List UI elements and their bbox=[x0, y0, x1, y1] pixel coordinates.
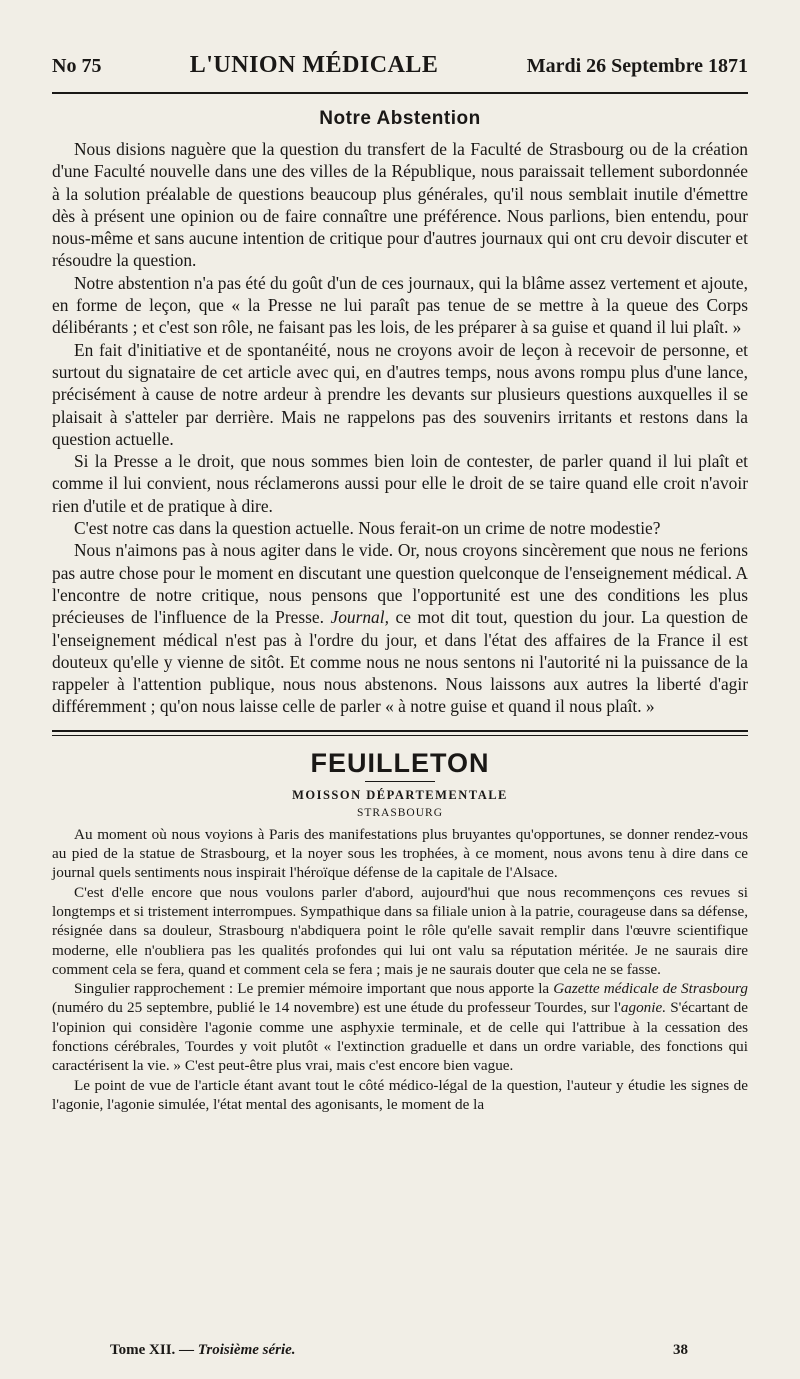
page-number: 38 bbox=[673, 1342, 688, 1358]
article-paragraph: Notre abstention n'a pas été du goût d'un de ces journaux, qui la blâme assez vertement et ajoute, en forme de leçon, que « la Presse ne lui paraît pas tenue de se mettre à la queue des Corps délibérants ; et c'est son rôle, ne faisant pas les lois, de les préparer à sa guise et quand il lui plaît. » bbox=[52, 272, 748, 338]
italic-word: Journal, bbox=[330, 607, 389, 628]
feuilleton-paragraph: Le point de vue de l'article étant avant tout le côté médico-légal de la question, l'auteur y étudie les signes de l'agonie, l'agonie simulée, l'état mental des agonisants, le moment de la bbox=[52, 1076, 748, 1113]
section-divider bbox=[52, 730, 748, 736]
header-rule bbox=[52, 92, 748, 94]
article-paragraph: Si la Presse a le droit, que nous sommes bien loin de contester, de parler quand il lui plaît et comme il lui convient, nous réclamerons aussi pour elle le droit de se taire quand elle croit n'avoir rien d'utile et de pratique à dire. bbox=[52, 451, 748, 516]
running-header bbox=[52, 52, 748, 82]
article-paragraph: Nous disions naguère que la question du transfert de la Faculté de Strasbourg ou de la création d'une Faculté nouvelle dans une des villes de la République, nous paraissait tellement subordonnée à la solution préalable de questions beaucoup plus générales, qu'il nous semblait inutile d'émettre dès à présent une opinion ou de faire connaître une préférence. Nous parlions, bien entendu, pour nous-même et sans aucune intention de critique pour d'autres journaux qui ont cru devoir discuter et résoudre la question. bbox=[52, 139, 748, 271]
article-paragraph: C'est notre cas dans la question actuelle. Nous ferait-on un crime de notre modestie? bbox=[74, 518, 661, 539]
issue-date: Mardi 26 Septembre 1871 bbox=[526, 55, 748, 77]
feuilleton-body bbox=[52, 825, 748, 1114]
tome-label: Tome XII. — bbox=[110, 1342, 195, 1358]
article-title: Notre Abstention bbox=[319, 108, 481, 129]
italic-word: agonie. bbox=[620, 999, 667, 1017]
italic-title: Gazette médicale de Strasbourg bbox=[553, 980, 748, 998]
text-run: Nous n'aimons pas à nous agiter dans le vide. Or, nous croyons sincèrement que nous ne ferions pas autre chose pour le moment en discutant une question quelconque de l'enseignement médical. A l'encontre de notre critique, nous pensons que l'opportunité est une des conditions les plus précieuses de l'influence de la Presse. bbox=[52, 540, 748, 628]
text-run: S'écartant de l'opinion qui considère l'agonie comme une asphyxie terminale, et de celle qui l'attribue à la cessation des fonctions cérébrales, Tourdes y voit plutôt « l'extinction graduelle et dans un ordre variable, des fonctions qui caractérisent la vie. » C'est peut-être plus vrai, mais c'est encore bien vague. bbox=[52, 999, 749, 1075]
feuilleton-rule bbox=[365, 781, 435, 782]
issue-number: No 75 bbox=[52, 55, 102, 77]
feuilleton-subtitle: MOISSON DÉPARTEMENTALE bbox=[292, 787, 508, 802]
series-label: Troisième série. bbox=[197, 1342, 296, 1358]
feuilleton-paragraph: Au moment où nous voyions à Paris des manifestations plus bruyantes qu'opportunes, se donner rendez-vous au pied de la statue de Strasbourg, et la noyer sous les trophées, à ce moment, nous avons tenu à dire dans ce journal quels sentiments nous inspirait l'héroïque défense de la capitale de l'Alsace. bbox=[52, 825, 748, 882]
page-footer bbox=[110, 1342, 688, 1359]
text-run: (numéro du 25 septembre, publié le 14 novembre) est une étude du professeur Tourdes, sur l' bbox=[52, 999, 621, 1017]
text-run: ce mot dit tout, question du jour. La question de l'enseignement médical n'est pas à l'ordre du jour, et dans l'état des affaires de la France il est douteux qu'elle y vienne de sitôt. Et comme nous ne nous sentons ni l'autorité ni la puissance de la rappeler à l'attention publique, nous nous abstenons. Nous laissons aux autres la liberté d'agir différemment ; qu'on nous laisse celle de parler « à notre guise et quand il nous plaît. » bbox=[52, 607, 748, 717]
article-body bbox=[52, 138, 748, 718]
feuilleton-place: STRASBOURG bbox=[356, 806, 444, 819]
feuilleton-paragraph: C'est d'elle encore que nous voulons parler d'abord, aujourd'hui que nous recommençons ces revues si longtemps et si tristement interrompues. Sympathique dans sa filiale union à la patrie, courageuse dans sa défense, résignée dans sa douleur, Strasbourg n'abdiquera point le rôle qu'elle savait remplir dans l'œuvre scientifique moderne, elle n'oubliera pas les qualités profondes qui lui ont valu sa réputation méritée. Je ne saurais dire comment cela se fera, quand et comment cela se fera ; mais je ne saurais douter que cela ne se fasse. bbox=[52, 883, 748, 978]
text-run: Singulier rapprochement : Le premier mémoire important que nous apporte la bbox=[74, 980, 550, 998]
article-paragraph: En fait d'initiative et de spontanéité, nous ne croyons avoir de leçon à recevoir de personne, et surtout du signataire de cet article avec qui, en d'autres temps, nous avons rompu plus d'une lance, précisément à cause de notre ardeur à prendre les devants sur plusieurs questions auxquelles il se plaisait à s'atteler par derrière. Mais ne rappelons pas des souvenirs irritants et restons dans la question actuelle. bbox=[52, 339, 748, 449]
volume-info bbox=[110, 1342, 296, 1359]
feuilleton-paragraph bbox=[52, 979, 748, 1075]
journal-title: L'UNION MÉDICALE bbox=[189, 52, 439, 78]
article-paragraph bbox=[52, 539, 748, 717]
feuilleton-heading: FEUILLETON bbox=[310, 747, 490, 778]
